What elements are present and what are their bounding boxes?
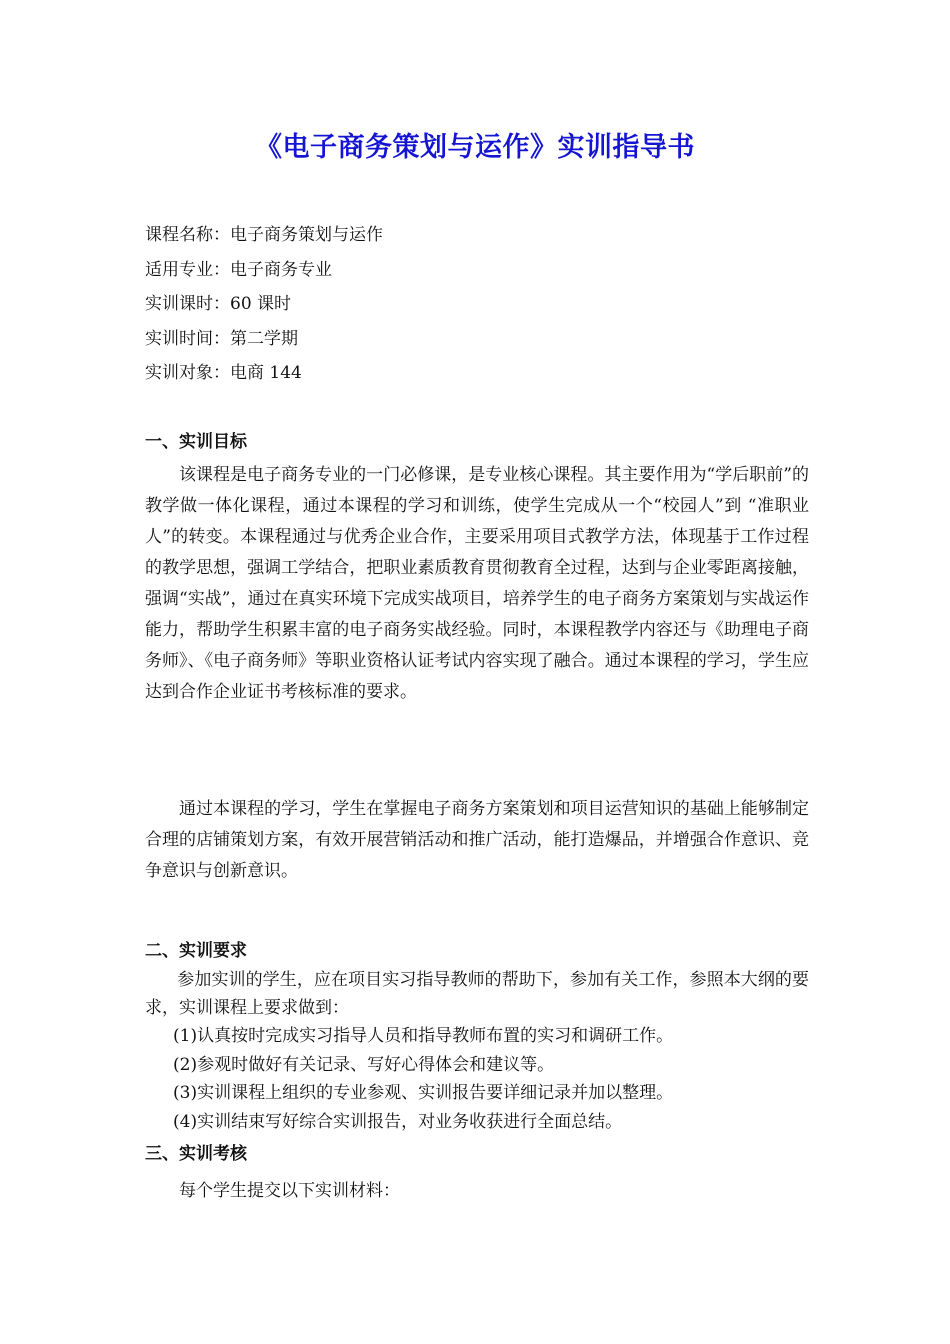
list-item: (4)实训结束写好综合实训报告，对业务收获进行全面总结。 (173, 1111, 623, 1132)
course-name: 课程名称：电子商务策划与运作 (145, 225, 383, 245)
course-info-block (145, 218, 825, 391)
objectives-paragraph-2: 通过本课程的学习，学生在掌握电子商务方案策划和项目运营知识的基础上能够制定合理的店铺策划方案，有效开展营销活动和推广活动，能打造爆品，并增强合作意识、竞争意识与创新意识。 (145, 799, 809, 881)
training-hours: 实训课时：60 课时 (145, 294, 292, 314)
training-target: 实训对象：电商 144 (145, 363, 302, 383)
document-title: 《电子商务策划与运作》实训指导书 (255, 132, 695, 163)
section-heading-assessment: 三、实训考核 (145, 1144, 247, 1164)
assessment-intro: 每个学生提交以下实训材料： (179, 1181, 400, 1201)
training-term: 实训时间：第二学期 (145, 328, 298, 349)
applicable-major: 适用专业：电子商务专业 (145, 259, 332, 280)
section-heading-requirements: 二、实训要求 (145, 941, 247, 961)
section-heading-objectives: 一、实训目标 (145, 432, 247, 452)
list-item: (1)认真按时完成实习指导人员和指导教师布置的实习和调研工作。 (173, 1026, 674, 1046)
requirements-intro: 参加实训的学生，应在项目实习指导教师的帮助下，参加有关工作，参照本大纲的要求，实训课程上要求做到： (145, 970, 809, 1018)
list-item: (3)实训课程上组织的专业参观、实训报告要详细记录并加以整理。 (173, 1083, 674, 1103)
objectives-paragraph-1: 该课程是电子商务专业的一门必修课，是专业核心课程。其主要作用为“学后职前”的教学做一体化课程，通过本课程的学习和训练，使学生完成从一个“校园人”到 “准职业人”的转变。本课程通过与优秀企业合作，主要采用项目式教学方法，体现基于工作过程的教学思想，强调工学结合，把职业素质教育贯彻教育全过程，达到与企业零距离接触，强调“实战”，通过在真实环境下完成实战项目，培养学生的电子商务方案策划与实战运作能力，帮助学生积累丰富的电子商务实战经验。同时，本课程教学内容还与《助理电子商务师》、《电子商务师》等职业资格认证考试内容实现了融合。通过本课程的学习，学生应达到合作企业证书考核标准的要求。 (145, 465, 809, 702)
list-item: (2)参观时做好有关记录、写好心得体会和建议等。 (173, 1054, 555, 1075)
requirements-list (145, 1022, 809, 1136)
